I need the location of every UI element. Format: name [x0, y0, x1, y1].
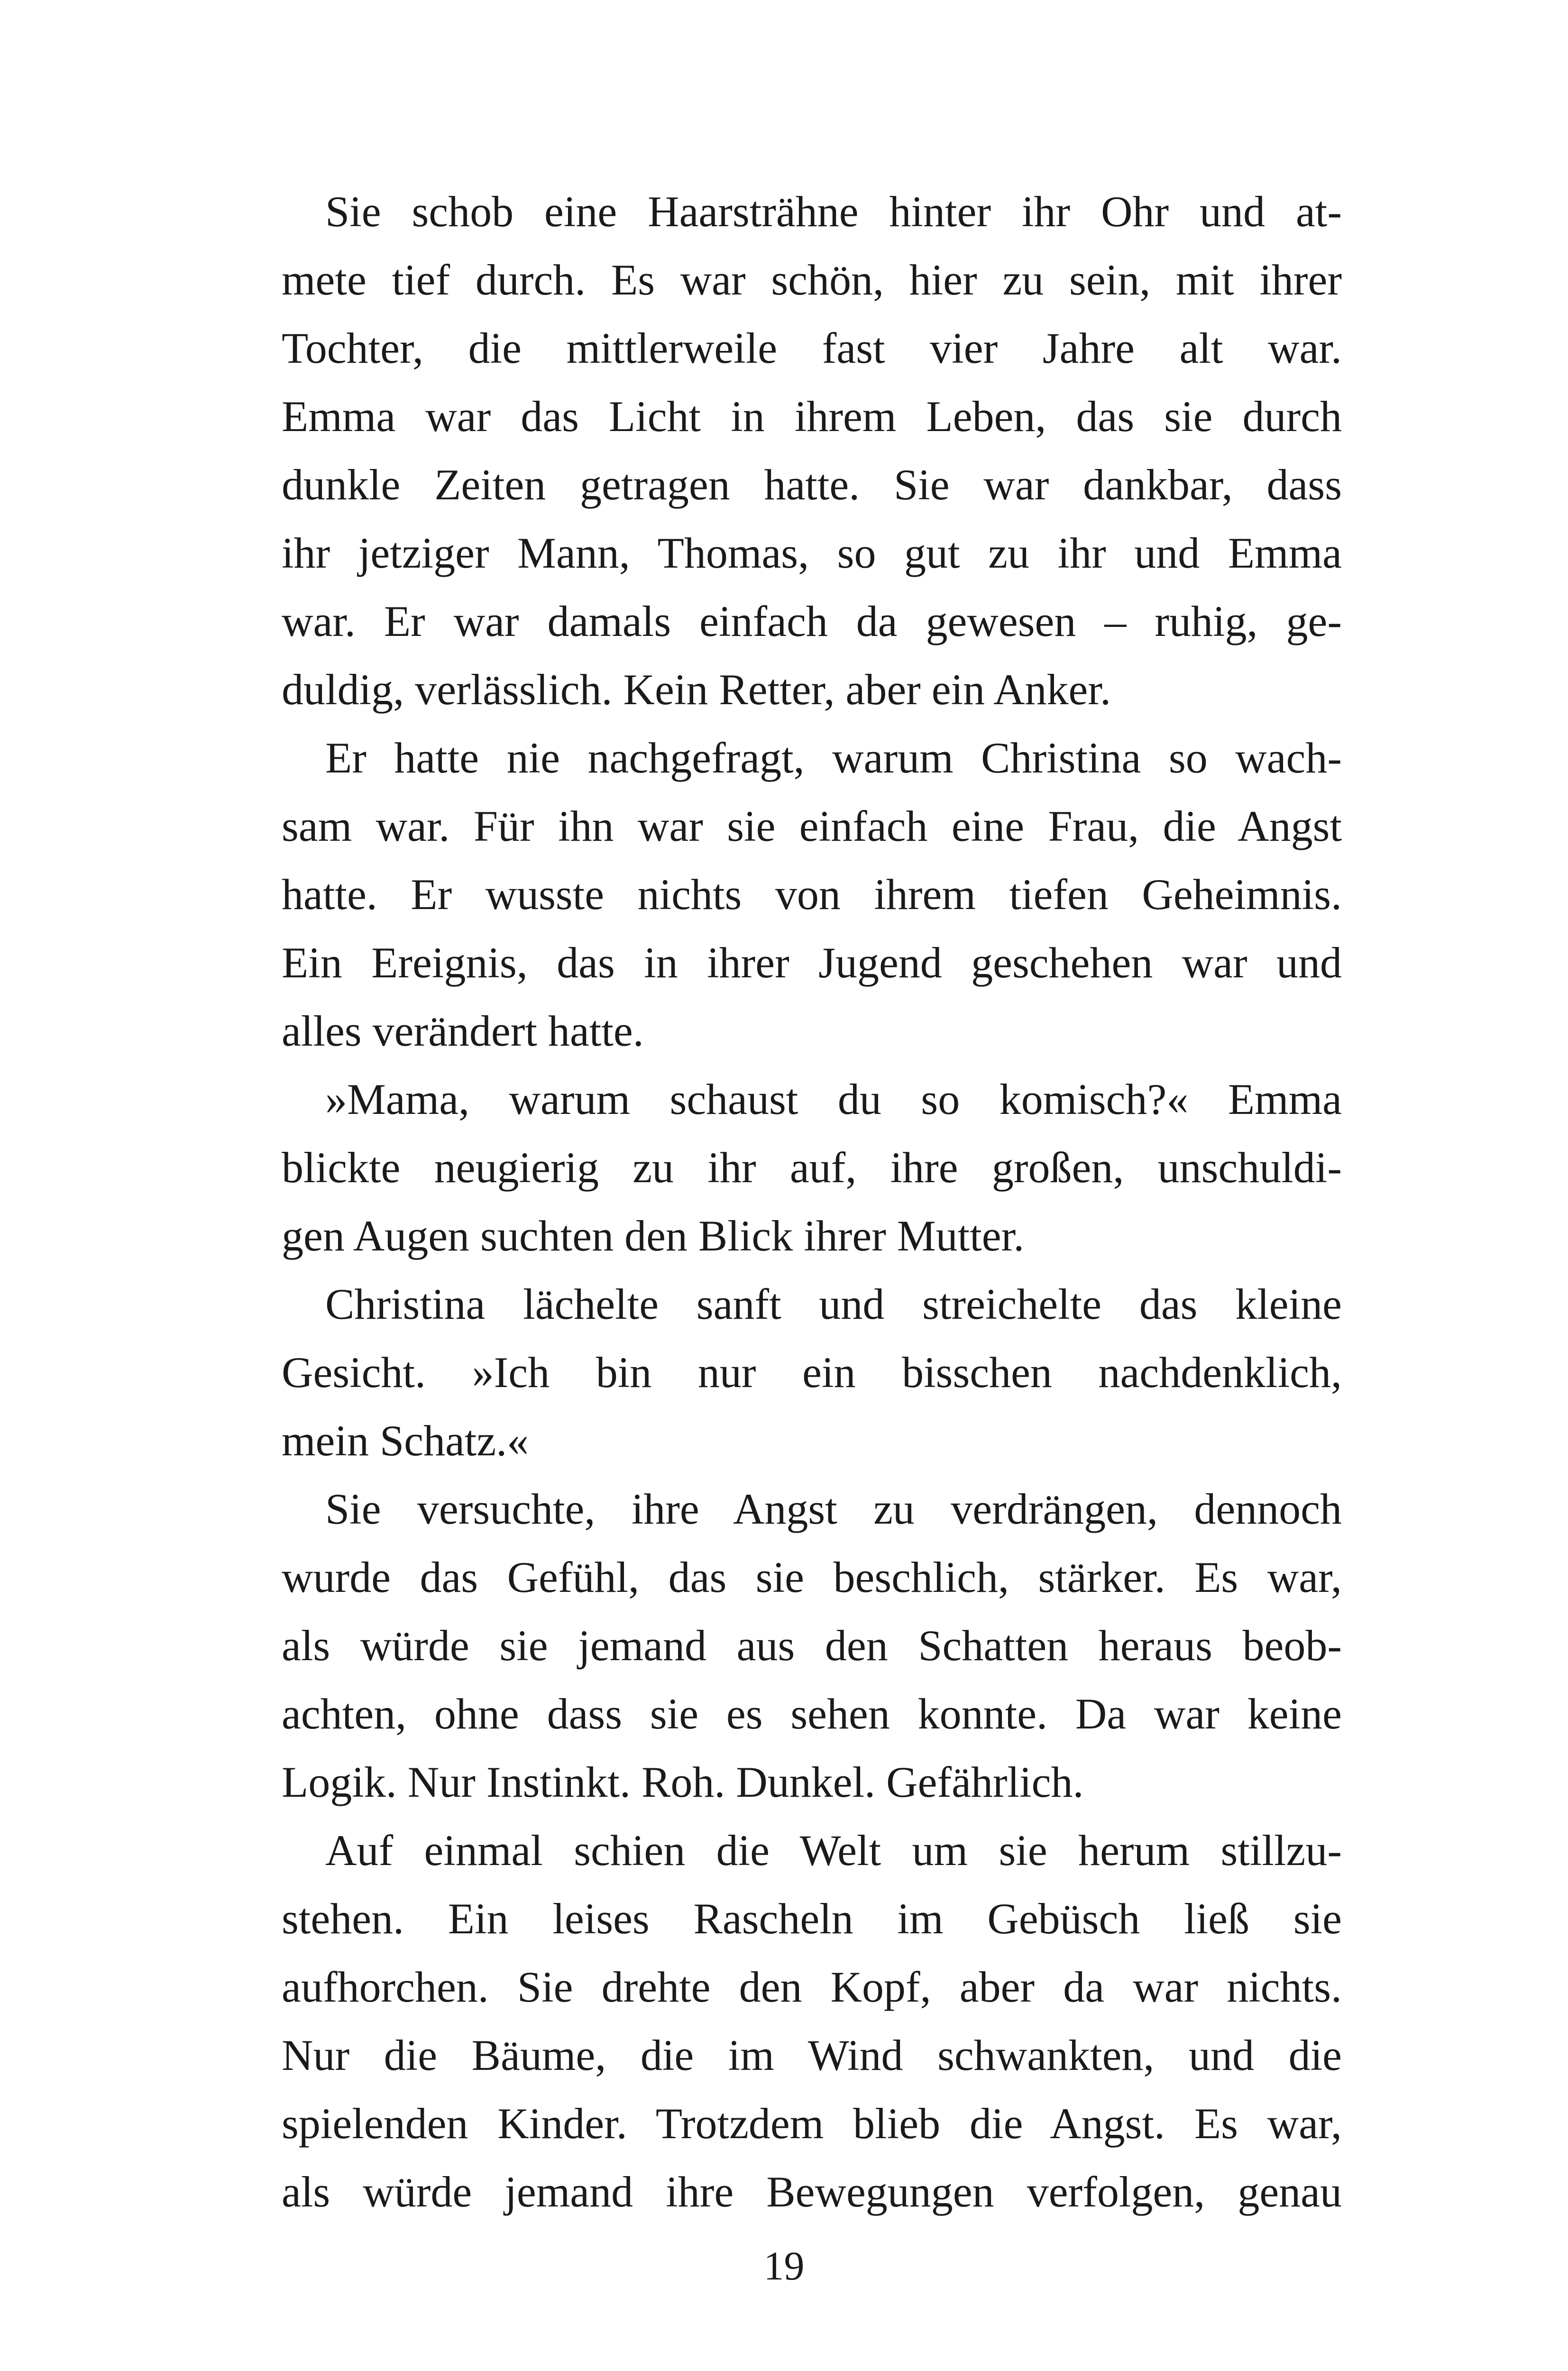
- text-line: Er hatte nie nachgefragt, warum Christina so wach-: [325, 734, 1342, 782]
- text-line: »Mama, warum schaust du so komisch?« Emma: [325, 1075, 1342, 1123]
- text-line: sam war. Für ihn war sie einfach eine Frau, die Angst: [282, 802, 1342, 850]
- text-line: wurde das Gefühl, das sie beschlich, stärker. Es war,: [282, 1553, 1342, 1601]
- text-line: dunkle Zeiten getragen hatte. Sie war dankbar, dass: [282, 460, 1342, 509]
- text-line: duldig, verlässlich. Kein Retter, aber ein Anker.: [282, 665, 1111, 714]
- text-line: Tochter, die mittlerweile fast vier Jahre alt war.: [282, 324, 1342, 372]
- text-line: war. Er war damals einfach da gewesen – ruhig, ge-: [282, 597, 1342, 645]
- text-line: Christina lächelte sanft und streichelte das kleine: [325, 1280, 1342, 1328]
- text-line: stehen. Ein leises Rascheln im Gebüsch ließ sie: [282, 1894, 1342, 1943]
- text-line: blickte neugierig zu ihr auf, ihre großen, unschuldi-: [282, 1143, 1342, 1192]
- text-line: Logik. Nur Instinkt. Roh. Dunkel. Gefährlich.: [282, 1758, 1084, 1806]
- text-line: Ein Ereignis, das in ihrer Jugend geschehen war und: [282, 938, 1342, 987]
- text-line: als würde sie jemand aus den Schatten heraus beob-: [282, 1621, 1342, 1670]
- text-line: mete tief durch. Es war schön, hier zu sein, mit ihrer: [282, 256, 1342, 304]
- text-line: alles verändert hatte.: [282, 1007, 644, 1055]
- text-line: als würde jemand ihre Bewegungen verfolgen, genau: [282, 2168, 1342, 2216]
- text-line: hatte. Er wusste nichts von ihrem tiefen Geheimnis.: [282, 870, 1342, 919]
- text-line: Gesicht. »Ich bin nur ein bisschen nachdenklich,: [282, 1348, 1342, 1397]
- text-line: Nur die Bäume, die im Wind schwankten, und die: [282, 2031, 1342, 2079]
- text-line: Sie versuchte, ihre Angst zu verdrängen, dennoch: [325, 1485, 1342, 1533]
- text-line: aufhorchen. Sie drehte den Kopf, aber da war nichts.: [282, 1963, 1342, 2011]
- text-line: Emma war das Licht in ihrem Leben, das sie durch: [282, 392, 1342, 441]
- text-line: achten, ohne dass sie es sehen konnte. Da war keine: [282, 1690, 1342, 1738]
- text-line: ihr jetziger Mann, Thomas, so gut zu ihr und Emma: [282, 529, 1342, 577]
- page-number: 19: [763, 2243, 805, 2288]
- text-line: mein Schatz.«: [282, 1416, 529, 1465]
- text-line: spielenden Kinder. Trotzdem blieb die Angst. Es war,: [282, 2099, 1342, 2148]
- text-line: gen Augen suchten den Blick ihrer Mutter.: [282, 1212, 1025, 1260]
- text-line: Sie schob eine Haarsträhne hinter ihr Ohr und at-: [325, 187, 1342, 236]
- text-line: Auf einmal schien die Welt um sie herum stillzu-: [325, 1826, 1342, 1875]
